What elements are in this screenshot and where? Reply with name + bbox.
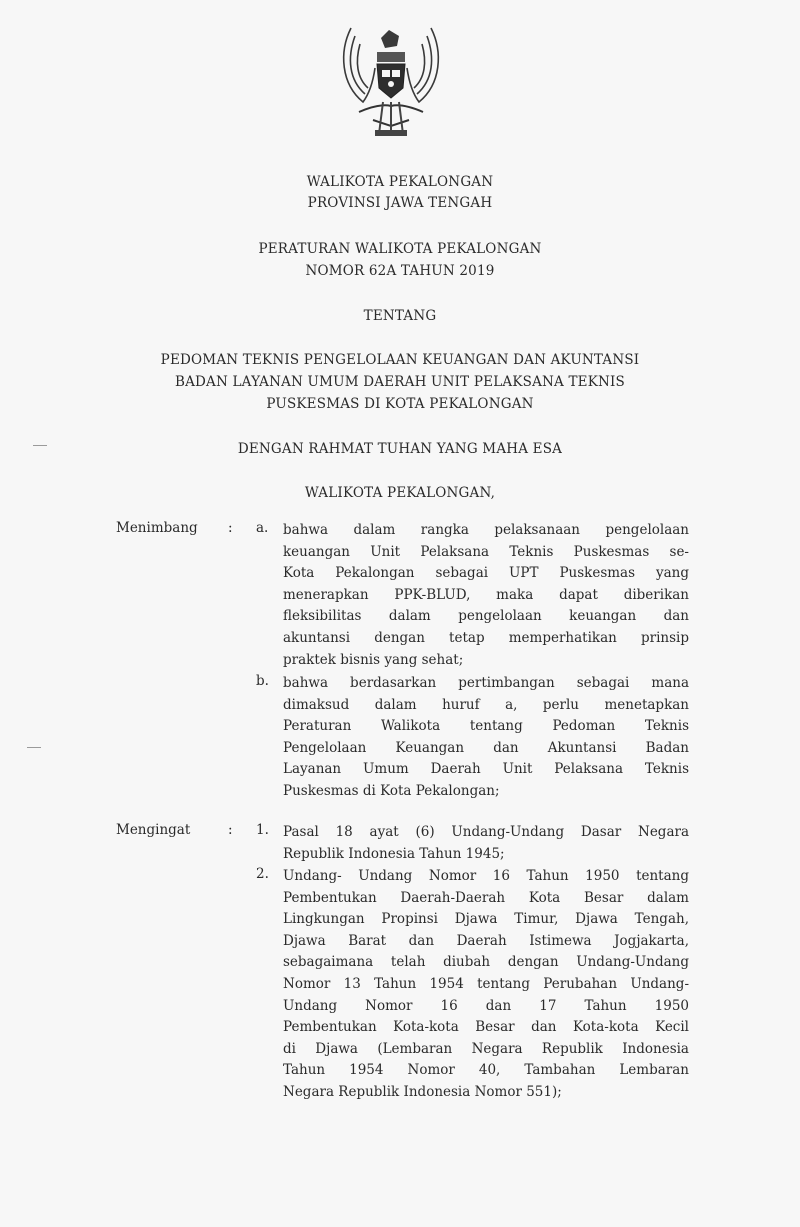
mengingat-item-1 <box>283 822 689 865</box>
text-line: bahwa berdasarkan pertimbangan sebagai mana <box>283 675 689 691</box>
subject-line-2: BADAN LAYANAN UMUM DAERAH UNIT PELAKSANA TEKNIS <box>174 374 626 390</box>
text-line: Lingkungan Propinsi Djawa Timur, Djawa Tengah, <box>283 911 689 928</box>
text-line: Pembentukan Daerah-Daerah Kota Besar dalam <box>283 889 689 906</box>
mengingat-label: Mengingat <box>116 822 191 838</box>
text-line: Undang- Undang Nomor 16 Tahun 1950 tentang <box>283 868 689 884</box>
text-line: Pembentukan Kota-kota Besar dan Kota-kota Kecil <box>283 1019 689 1036</box>
menimbang-item-b <box>283 673 689 803</box>
subject-line-3: PUSKESMAS DI KOTA PEKALONGAN <box>266 396 534 412</box>
garuda-emblem-icon <box>333 22 449 140</box>
menimbang-item-a <box>283 520 689 671</box>
regulation-title: PERATURAN WALIKOTA PEKALONGAN <box>258 241 542 257</box>
text-line: Undang Nomor 16 dan 17 Tahun 1950 <box>283 997 689 1014</box>
text-line: bahwa dalam rangka pelaksanaan pengelolaan <box>283 522 689 538</box>
text-line: dimaksud dalam huruf a, perlu menetapkan <box>283 696 689 713</box>
menimbang-label: Menimbang <box>116 520 198 536</box>
mengingat-item-2 <box>283 866 689 1104</box>
text-line: Republik Indonesia Tahun 1945; <box>283 845 505 862</box>
issuer: WALIKOTA PEKALONGAN, <box>304 485 496 501</box>
item-marker: 2. <box>256 866 269 882</box>
text-line: sebagaimana telah diubah dengan Undang-Undang <box>283 954 689 971</box>
item-marker: b. <box>256 673 269 689</box>
text-line: Layanan Umum Daerah Unit Pelaksana Teknis <box>283 761 689 778</box>
text-line: Djawa Barat dan Daerah Istimewa Jogjakarta, <box>283 932 689 949</box>
text-line: Pengelolaan Keuangan dan Akuntansi Badan <box>283 739 689 756</box>
authority-line-1: WALIKOTA PEKALONGAN <box>306 174 494 190</box>
text-line: Pasal 18 ayat (6) Undang-Undang Dasar Negara <box>283 824 689 840</box>
text-line: di Djawa (Lembaran Negara Republik Indonesia <box>283 1040 689 1057</box>
item-marker: 1. <box>256 822 269 838</box>
regulation-number: NOMOR 62A TAHUN 2019 <box>305 263 495 279</box>
scan-mark <box>33 445 47 446</box>
text-line: Kota Pekalongan sebagai UPT Puskesmas yang <box>283 565 689 582</box>
text-line: Peraturan Walikota tentang Pedoman Teknis <box>283 718 689 735</box>
colon: : <box>228 822 233 838</box>
text-line: Negara Republik Indonesia Nomor 551); <box>283 1083 562 1100</box>
text-line: Nomor 13 Tahun 1954 tentang Perubahan Undang- <box>283 975 689 992</box>
scan-mark <box>27 747 41 748</box>
text-line: Tahun 1954 Nomor 40, Tambahan Lembaran <box>283 1062 689 1079</box>
invocation: DENGAN RAHMAT TUHAN YANG MAHA ESA <box>237 441 563 457</box>
authority-line-2: PROVINSI JAWA TENGAH <box>307 195 493 211</box>
text-line: fleksibilitas dalam pengelolaan keuangan dan <box>283 608 689 625</box>
text-line: Puskesmas di Kota Pekalongan; <box>283 782 500 799</box>
text-line: keuangan Unit Pelaksana Teknis Puskesmas se- <box>283 543 689 560</box>
text-line: praktek bisnis yang sehat; <box>283 651 464 668</box>
colon: : <box>228 520 233 536</box>
text-line: menerapkan PPK-BLUD, maka dapat diberikan <box>283 586 689 603</box>
text-line: akuntansi dengan tetap memperhatikan prinsip <box>283 629 689 646</box>
item-marker: a. <box>256 520 269 536</box>
about-heading: TENTANG <box>363 308 437 324</box>
subject-line-1: PEDOMAN TEKNIS PENGELOLAAN KEUANGAN DAN AKUNTANSI <box>160 352 640 368</box>
